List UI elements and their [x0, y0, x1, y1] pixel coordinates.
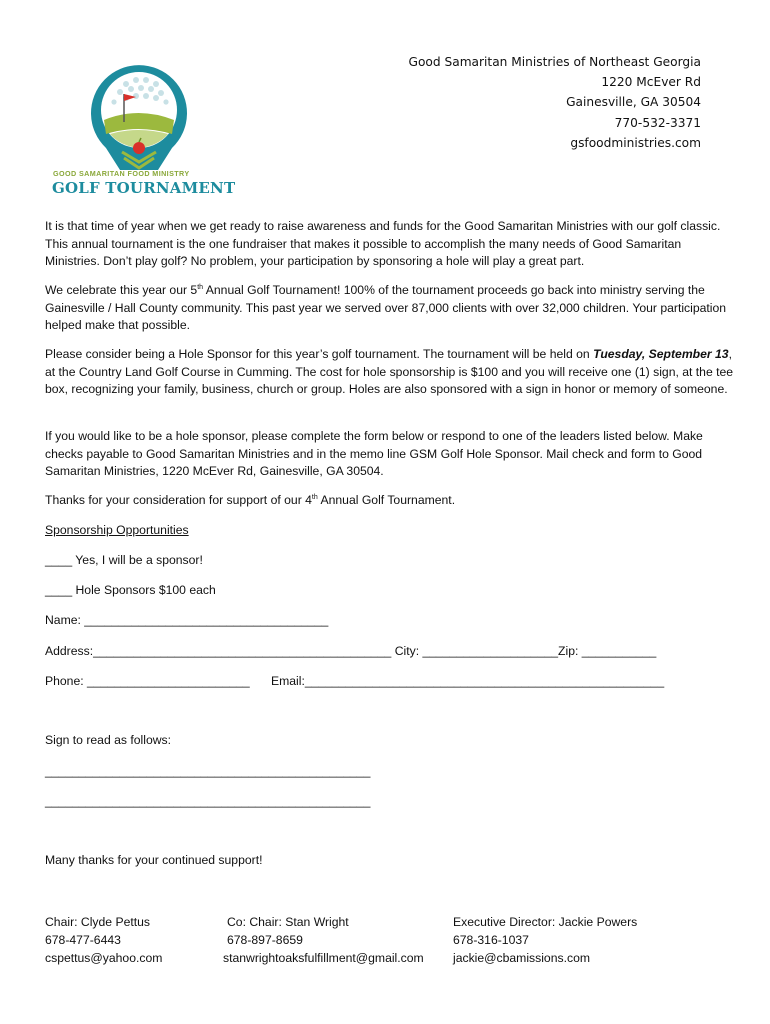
- contact-email[interactable]: cspettus@yahoo.com: [45, 951, 163, 966]
- sign-label: Sign to read as follows:: [45, 733, 172, 747]
- name-field[interactable]: Name: ____________________________________: [45, 613, 329, 627]
- contact-phone: 678-477-6443: [45, 933, 121, 948]
- sponsorship-heading: Sponsorship Opportunities: [45, 523, 189, 537]
- contact-chair: [45, 913, 162, 968]
- thanks-paragraph: [45, 492, 735, 510]
- yes-sponsor-line[interactable]: ____ Yes, I will be a sponsor!: [45, 553, 203, 567]
- p3-text-a: Please consider being a Hole Sponsor for this year’s golf tournament. The tournament will be held on: [45, 347, 594, 361]
- closing-thanks: Many thanks for your continued support!: [45, 853, 263, 867]
- celebration-paragraph: [45, 282, 735, 335]
- p5-sup: th: [311, 494, 318, 501]
- p2-text-a: We celebrate this year our 5: [45, 283, 198, 297]
- contact-role: Executive Director: Jackie Powers: [453, 915, 638, 929]
- p3-text-b: , at the Country Land Golf Course in Cumming. The cost for hole sponsorship is $100 and you will receive one (1) sign, at the tee box, recognizing your family, business, church or group. Holes are also sponsored with a sign in honor or memory of someone.: [45, 347, 734, 397]
- sign-line-1[interactable]: ________________________________________________: [45, 764, 371, 778]
- org-phone: 770-532-3371: [614, 115, 701, 130]
- p5-text-b: Annual Golf Tournament.: [317, 493, 456, 507]
- org-name: Good Samaritan Ministries of Northeast Georgia: [408, 55, 701, 69]
- contact-co-chair: [223, 913, 424, 968]
- contact-phone: 678-316-1037: [453, 933, 529, 948]
- contact-email[interactable]: stanwrightoaksfulfillment@gmail.com: [223, 951, 424, 966]
- instructions-paragraph: If you would like to be a hole sponsor, please complete the form below or respond to one of the leaders listed below. Make checks payable to Good Samaritan Ministries and in the memo line GSM Golf Hole Sponsor. Mail check and form to Good Samaritan Ministries, 1220 McEver Rd, Gainesville, GA 30504.: [45, 429, 703, 479]
- hole-sponsor-line[interactable]: ____ Hole Sponsors $100 each: [45, 583, 216, 597]
- org-website: gsfoodministries.com: [570, 135, 701, 150]
- email-field[interactable]: Email:_____________________________________________________: [271, 674, 665, 688]
- contact-role: Co: Chair: Stan Wright: [227, 915, 349, 929]
- phone-field[interactable]: Phone: ________________________: [45, 674, 250, 688]
- logo-emblem: [91, 65, 187, 170]
- logo-subtitle: GOOD SAMARITAN FOOD MINISTRY: [53, 169, 190, 178]
- contact-executive-director: [453, 913, 637, 968]
- intro-paragraph: It is that time of year when we get ready to raise awareness and funds for the Good Samaritan Ministries with our golf classic. This annual tournament is the one fundraiser that makes it possible to accomplish the many needs of Good Samaritan Ministries. Don’t play golf? No problem, your participation by sponsoring a hole will play a great part.: [45, 219, 721, 269]
- address-field[interactable]: Address:____________________________________________ City: ____________________Zip: ___________: [45, 644, 657, 658]
- sign-line-2[interactable]: ________________________________________________: [45, 794, 371, 808]
- p2-text-b: Annual Golf Tournament! 100% of the tournament proceeds go back into ministry serving the Gainesville / Hall County community. This past year we served over 87,000 clients with over 32,000 children. Your participation helped make that possible.: [45, 283, 727, 333]
- contact-phone: 678-897-8659: [227, 933, 303, 948]
- org-street: 1220 McEver Rd: [601, 75, 701, 90]
- hole-sponsor-paragraph: [45, 346, 735, 399]
- p2-sup: th: [197, 284, 204, 291]
- p5-text-a: Thanks for your consideration for support of our 4: [45, 493, 312, 507]
- tournament-date: Tuesday, September 13: [593, 347, 729, 361]
- logo-title: GOLF TOURNAMENT: [52, 179, 236, 197]
- org-address-block: [409, 52, 701, 153]
- contact-role: Chair: Clyde Pettus: [45, 915, 150, 929]
- contact-email[interactable]: jackie@cbamissions.com: [453, 951, 590, 966]
- org-city: Gainesville, GA 30504: [566, 95, 701, 110]
